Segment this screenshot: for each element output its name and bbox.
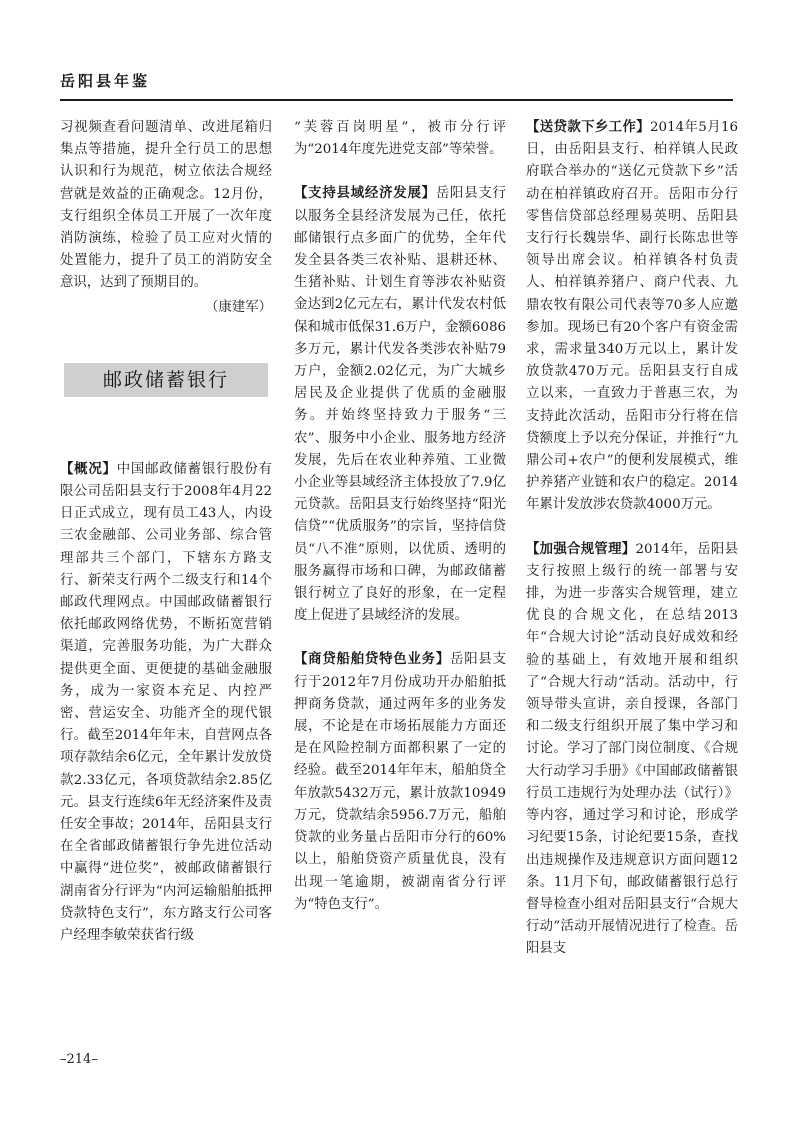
section-banner — [64, 363, 268, 397]
column-left — [60, 117, 272, 947]
ship-loan-paragraph — [294, 649, 506, 915]
page-number: –214– — [60, 1052, 98, 1067]
column-middle — [294, 117, 506, 916]
compliance-paragraph — [526, 539, 738, 961]
ship-loan-body: 岳阳县支行于2012年7月份成功开办船舶抵押商务贷款，通过两年多的业务发展，不论是在市场拓展能力方面还是在风险控制方面都积累了一定的经验。截至2014年年末，船舶贷全年放款5432万元，累计放款10949万元，贷款结余5956.7万元，船舶贷款的业务量占岳阳市分行的60%以上，船舶贷资产质量优良，没有出现一笔逾期，被湖南省分行评为“特色支行”。 — [294, 652, 507, 912]
rural-loan-heading: 【送贷款下乡工作】 — [526, 120, 651, 135]
overview-body: 中国邮政储蓄银行股份有限公司岳阳县支行于2008年4月22日正式成立，现有员工43人，内设三农金融部、公司业务部、综合管理部共三个部门，下辖东方路支行、新荣支行两个二级支行和14个邮政代理网点。中国邮政储蓄银行依托邮政网络优势，不断拓宽营销渠道，完善服务功能，为广大群众提供更全面、更便捷的基础金融服务，成为一家资本充足、内控严密、营运安全、功能齐全的现代银行。截至2014年年末，自营网点各项存款结余6亿元，全年累计发放贷款2.33亿元，各项贷款结余2.85亿元。县支行连续6年无经济案件及责任安全事故；2014年，岳阳县支行在全省邮政储蓄银行争先进位活动中赢得“进位奖”，被邮政储蓄银行湖南省分行评为“内河运输船舶抵押贷款特色支行”，东方路支行公司客户经理李敏荣获省行级 — [60, 461, 273, 944]
section-banner-title: 邮政储蓄银行 — [102, 368, 229, 391]
overview-heading: 【概况】 — [60, 461, 117, 477]
support-economy-body: 岳阳县支行以服务全县经济发展为己任，依托邮储银行点多面广的优势，全年代发全县各类三农补贴、退耕还林、生猪补贴、计划生育等涉农补贴资金达到2亿元左右，累计代发农村低保和城市低保31.6万户，金额6086多万元，累计代发各类涉农补贴79万户，金额2.02亿元，为广大城乡居民及企业提供了优质的金融服务。并始终坚持致力于服务“三农”、服务中小企业、服务地方经济发展，先后在农业种养殖、工业微小企业等县域经济主体投放了7.9亿元贷款。岳阳县支行始终坚持“阳光信贷”“优质服务”的宗旨，坚持信贷员“八不准”原则，以优质、透明的服务赢得市场和口碑，为邮政储蓄银行树立了良好的形象，在一定程度上促进了县域经济的发展。 — [294, 186, 507, 624]
header-divider — [60, 99, 733, 101]
column-right — [526, 117, 738, 961]
overview-paragraph — [60, 459, 272, 947]
yearbook-header-title: 岳阳县年鉴 — [60, 72, 151, 90]
ship-loan-heading: 【商贷船舶贷特色业务】 — [294, 652, 451, 668]
author-signature: （康建军） — [205, 299, 272, 315]
rural-loan-body: 2014年5月16日，由岳阳县支行、柏祥镇人民政府联合举办的“送亿元贷款下乡”活动在柏祥镇政府召开。岳阳市分行零售信贷部总经理易英明、岳阳县支行行长魏崇华、副行长陈忠世等领导出席会议。柏祥镇各村负责人、柏祥镇养猪户、商户代表、九鼎农牧有限公司代表等70多人应邀参加。现场已有20个客户有资金需求，需求量340万元以上，累计发放贷款470万元。岳阳县支行自成立以来，一直致力于普惠三农，为支持此次活动，岳阳市分行将在信贷额度上予以充分保证，并推行“九鼎公司+农户”的便利发展模式，维护养猪产业链和农户的稳定。2014年累计发放涉农贷款4000万元。 — [526, 120, 739, 513]
support-economy-heading: 【支持县域经济发展】 — [294, 186, 436, 202]
rural-loan-paragraph — [526, 117, 738, 517]
continued-paragraph: “芙蓉百岗明星”，被市分行评为“2014年度先进党支部”等荣誉。 — [294, 120, 506, 158]
compliance-heading: 【加强合规管理】 — [526, 541, 636, 557]
compliance-body: 2014年，岳阳县支行按照上级行的统一部署与安排，为进一步落实合规管理，建立优良的合规文化，在总结2013年“合规大讨论”活动良好成效和经验的基础上，有效地开展和组织了“合规大行动”活动。活动中，行领导带头宣讲，亲自授课，各部门和二级支行组织开展了集中学习和讨论。学习了部门岗位制度、《合规大行动学习手册》《中国邮政储蓄银行员工违规行为处理办法（试行）》等内容，通过学习和讨论，形成学习纪要15条，讨论纪要15条，查找出违规操作及违规意识方面问题12条。11月下旬，邮政储蓄银行总行督导检查小组对岳阳县支行“合规大行动”活动开展情况进行了检查。岳阳县支 — [526, 541, 739, 957]
support-economy-paragraph — [294, 183, 506, 627]
continued-paragraph: 习视频查看问题清单、改进尾箱归集点等措施，提升全行员工的思想认识和行为规范，树立依法合规经营就是效益的正确观念。12月份，支行组织全体员工开展了一次年度消防演练，检验了员工应对火情的处置能力，提升了员工的消防安全意识，达到了预期目的。 — [60, 120, 272, 291]
